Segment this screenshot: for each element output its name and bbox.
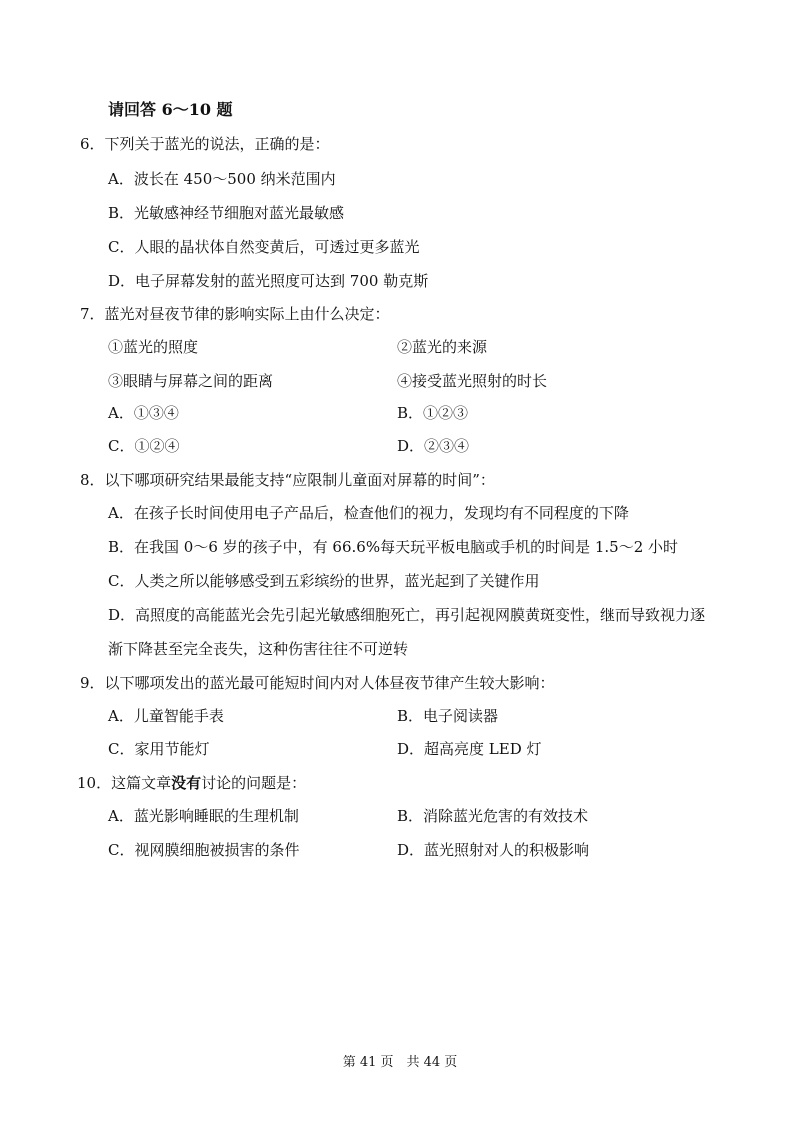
- question-7-item-4: ④接受蓝光照射的时长: [397, 372, 548, 390]
- question-7-item-2: ②蓝光的来源: [397, 338, 488, 356]
- question-10-option-b: B．消除蓝光危害的有效技术: [397, 807, 589, 825]
- question-7-item-3: ③眼睛与屏幕之间的距离: [108, 372, 274, 390]
- question-6-option-b: B．光敏感神经节细胞对蓝光最敏感: [108, 204, 345, 222]
- question-9-option-d: D．超高亮度 LED 灯: [397, 740, 542, 758]
- question-9-option-a: A．儿童智能手表: [108, 707, 224, 725]
- question-10: [77, 773, 767, 793]
- question-10-prefix: 10．这篇文章: [77, 774, 172, 792]
- question-7-option-c: C．①②④: [108, 437, 180, 455]
- question-7-option-a: A．①③④: [108, 404, 179, 422]
- question-7-option-b: B．①②③: [397, 404, 469, 422]
- page-number-footer: 第 41 页 共 44 页: [342, 1055, 458, 1070]
- question-8-option-c: C．人类之所以能够感受到五彩缤纷的世界，蓝光起到了关键作用: [108, 572, 540, 590]
- question-7: 7．蓝光对昼夜节律的影响实际上由什么决定：: [80, 305, 390, 323]
- question-10-emphasis: 没有: [171, 774, 202, 792]
- question-6-option-c: C．人眼的晶状体自然变黄后，可透过更多蓝光: [108, 238, 420, 256]
- question-10-option-c: C．视网膜细胞被损害的条件: [108, 841, 300, 859]
- question-10-suffix: 讨论的问题是：: [201, 774, 307, 792]
- section-heading: 请回答 6～10 题: [108, 100, 233, 119]
- question-6: 6．下列关于蓝光的说法，正确的是：: [80, 135, 330, 153]
- question-8-option-b: B．在我国 0～6 岁的孩子中，有 66.6%每天玩平板电脑或手机的时间是 1.5～2 小时: [108, 538, 679, 556]
- question-9-option-c: C．家用节能灯: [108, 740, 210, 758]
- question-6-option-a: A．波长在 450～500 纳米范围内: [108, 170, 336, 188]
- question-8-option-a: A．在孩子长时间使用电子产品后，检查他们的视力，发现均有不同程度的下降: [108, 504, 629, 522]
- question-8: 8．以下哪项研究结果最能支持“应限制儿童面对屏幕的时间”：: [80, 471, 495, 489]
- question-7-item-1: ①蓝光的照度: [108, 338, 199, 356]
- question-9-option-b: B．电子阅读器: [397, 707, 499, 725]
- question-9: 9．以下哪项发出的蓝光最可能短时间内对人体昼夜节律产生较大影响：: [80, 674, 555, 692]
- question-8-option-d: D．高照度的高能蓝光会先引起光敏感细胞死亡，再引起视网膜黄斑变性，继而导致视力逐渐下降甚至完全丧失，这种伤害往往不可逆转: [108, 606, 706, 658]
- question-10-option-d: D．蓝光照射对人的积极影响: [397, 841, 590, 859]
- question-6-option-d: D．电子屏幕发射的蓝光照度可达到 700 勒克斯: [108, 272, 429, 290]
- question-7-option-d: D．②③④: [397, 437, 470, 455]
- question-10-option-a: A．蓝光影响睡眠的生理机制: [108, 807, 299, 825]
